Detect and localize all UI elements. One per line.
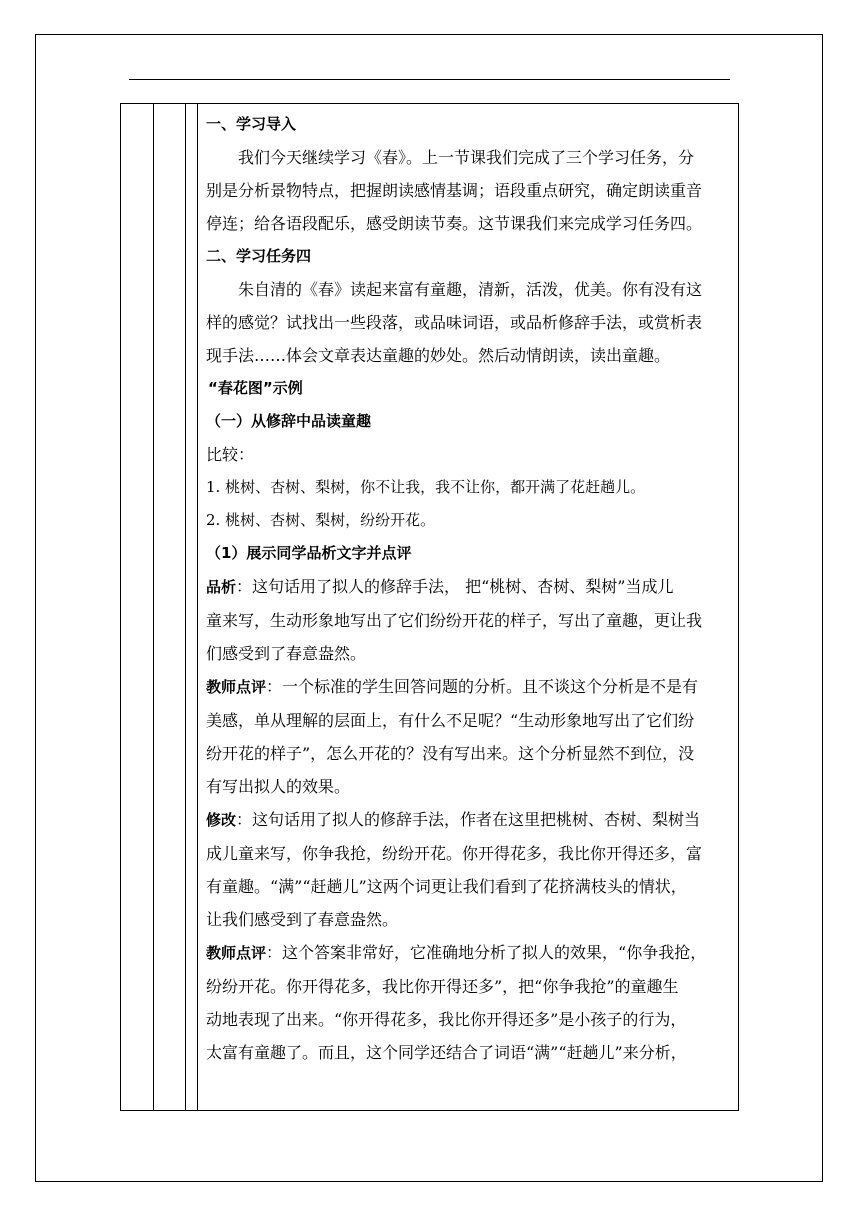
paragraph-line: 停连；给各语段配乐，感受朗读节奏。这节课我们来完成学习任务四。: [206, 214, 703, 233]
paragraph-line: 童来写，生动形象地写出了它们纷纷开花的样子，写出了童趣，更让我: [206, 611, 703, 630]
review-line: [206, 670, 730, 704]
paragraph-line: 让我们感受到了春意盎然。: [206, 910, 399, 929]
paragraph-line: 我们今天继续学习《春》。上一节课我们完成了三个学习任务，分: [238, 148, 695, 167]
paragraph-line: 有写出拟人的效果。: [206, 777, 351, 796]
paragraph-line: 纷纷开花。你开得花多，我比你开得还多”，把“你争我抢”的童趣生: [206, 977, 679, 996]
lesson-content: [198, 104, 738, 1069]
section-heading-intro: 一、学习导入: [206, 115, 297, 133]
paragraph-line: 动地表现了出来。“你开得花多，我比你开得还多”是小孩子的行为，: [206, 1010, 687, 1029]
analysis-text: ：这句话用了拟人的修辞手法， 把“桃树、杏树、梨树”当成儿: [236, 577, 674, 596]
analysis-label: 品析: [206, 578, 237, 596]
paragraph-line: 们感受到了春意盎然。: [206, 644, 367, 663]
paragraph-line: 现手法……体会文章表达童趣的妙处。然后动情朗读，读出童趣。: [206, 346, 671, 365]
header-rule: [129, 79, 730, 80]
column-divider-1: [153, 104, 154, 1110]
paragraph-line: 纷开花的样子”，怎么开花的？没有写出来。这个分析显然不到位，没: [206, 744, 695, 763]
teacher-review-label: 教师点评: [206, 678, 267, 696]
compare-item-1: 1. 桃树、杏树、梨树，你不让我，我不让你，都开满了花赶趟儿。: [206, 478, 646, 496]
paragraph-line: 美感，单从理解的层面上，有什么不足呢？“生动形象地写出了它们纷: [206, 711, 695, 730]
section-heading-task4: 二、学习任务四: [206, 247, 312, 265]
paragraph-line: 成儿童来写，你争我抢，纷纷开花。你开得花多，我比你开得还多，富: [206, 844, 703, 863]
example-title: “春花图”示例: [208, 379, 303, 397]
paragraph-line: 别是分析景物特点，把握朗读感情基调；语段重点研究，确定朗读重音: [206, 181, 703, 200]
paragraph-line: 样的感觉？试找出一些段落，或品味词语，或品析修辞手法，或赏析表: [206, 313, 703, 332]
compare-label: 比较：: [206, 445, 255, 464]
review-line: [206, 936, 730, 970]
compare-item-2: 2. 桃树、杏树、梨树，纷纷开花。: [206, 511, 436, 529]
subsection-heading-rhetoric: （一）从修辞中品读童趣: [206, 412, 372, 430]
revise-text: ：这句话用了拟人的修辞手法，作者在这里把桃树、杏树、梨树当: [236, 810, 701, 829]
teacher-review-label: 教师点评: [206, 944, 267, 962]
review-text: ：一个标准的学生回答问题的分析。且不谈这个分析是不是有: [266, 677, 699, 696]
paragraph-line: 有童趣。“满”“赶趟儿”这两个词更让我们看到了花挤满枝头的情状，: [206, 877, 687, 896]
paragraph-line: 朱自清的《春》读起来富有童趣，清新，活泼，优美。你有没有这: [238, 280, 703, 299]
revise-line: [206, 803, 730, 837]
show-heading: （1）展示同学品析文字并点评: [206, 544, 412, 562]
paragraph-line: 太富有童趣了。而且，这个同学还结合了词语“满”“赶趟儿”来分析，: [206, 1043, 687, 1062]
lesson-table: [120, 103, 739, 1111]
revise-label: 修改: [206, 811, 237, 829]
analysis-line: [206, 570, 730, 604]
column-divider-2: [185, 104, 186, 1110]
review-text: ：这个答案非常好，它准确地分析了拟人的效果，“你争我抢，: [266, 943, 707, 962]
